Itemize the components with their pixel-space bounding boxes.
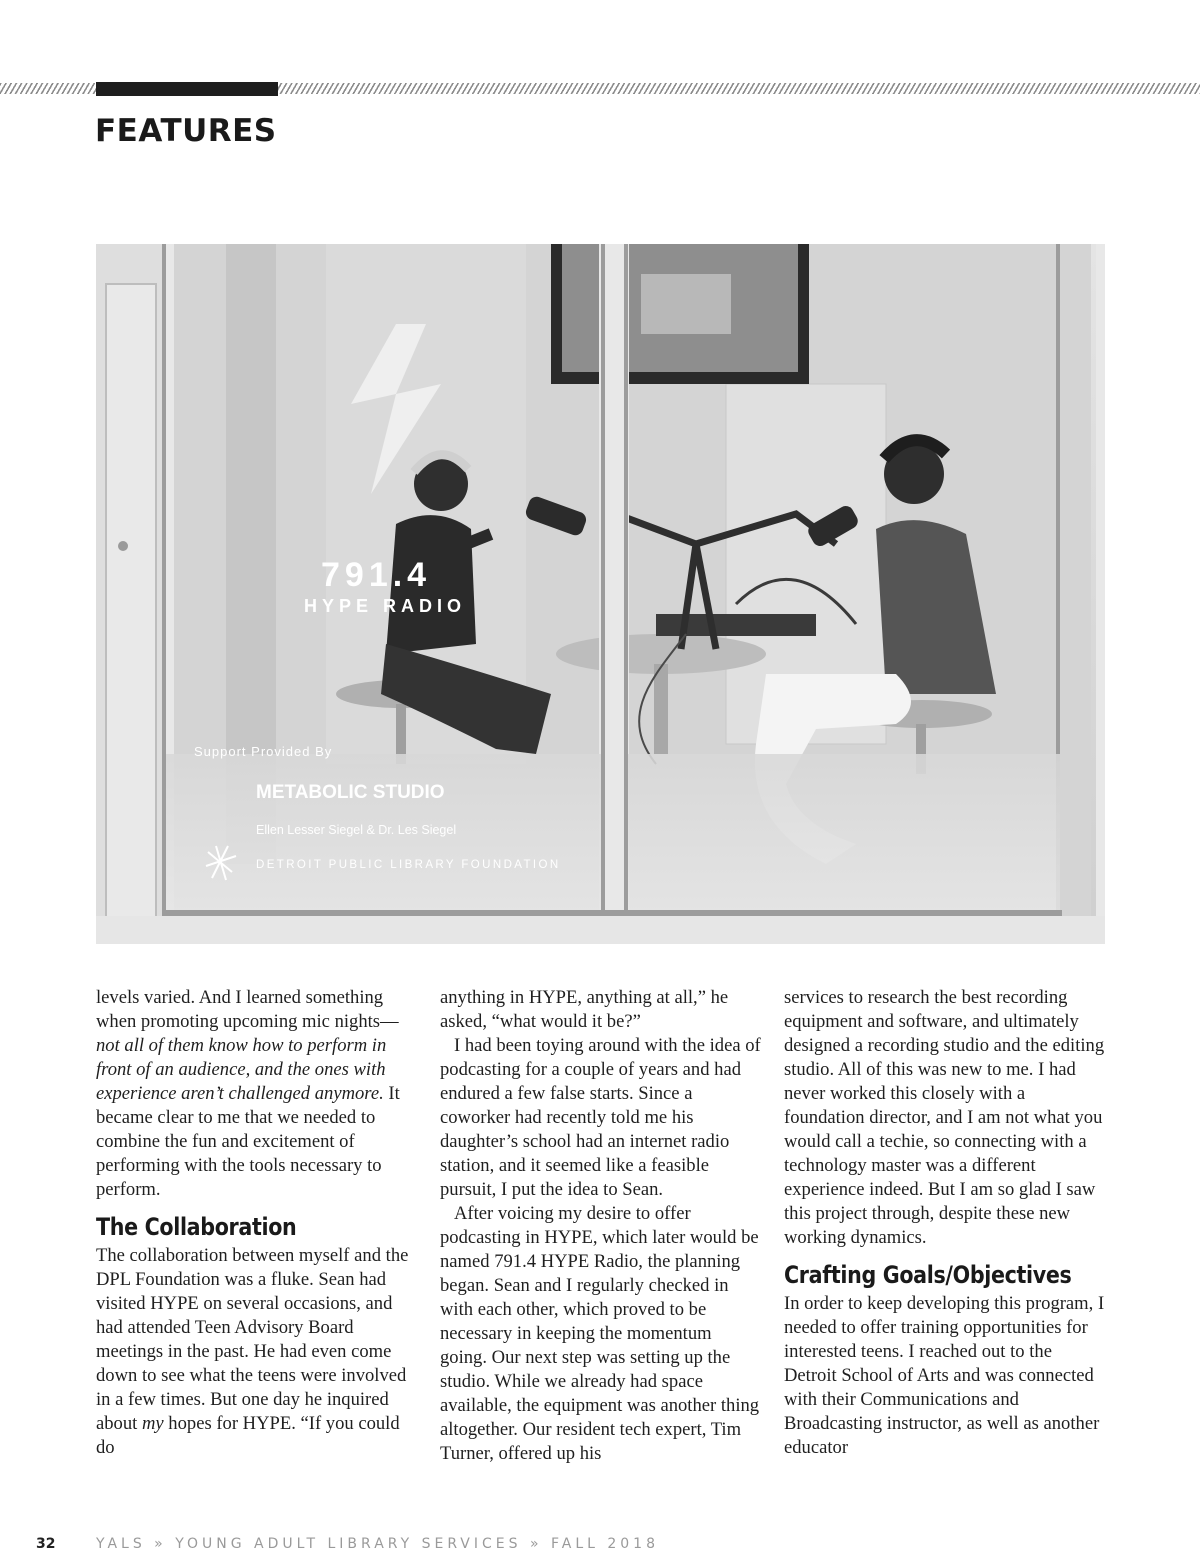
col1-p1-italic: not all of them know how to perform in front of an audience, and the ones with experience aren’t challenged anymore.: [96, 1035, 387, 1104]
col3-paragraph-1: services to research the best recording equipment and software, and ultimately designed a recording studio and the editing studio. All of this was new to me. I had never worked this closely with a foundation director, and I am not what you would call a techie, so connecting with a technology master was a different experience indeed. But I am so glad I saw this project through, despite these new working dynamics.: [784, 987, 1105, 1248]
col2-paragraph-2: I had been toying around with the idea of podcasting for a couple of years and had endured a few false starts. Since a coworker had recently told me his daughter’s school had an internet radio station, and it seemed like a feasible pursuit, I put the idea to Sean.: [440, 1035, 761, 1200]
station-name: HYPE RADIO: [304, 596, 467, 616]
page-number: 32: [36, 1536, 56, 1552]
support-label: Support Provided By: [194, 744, 333, 759]
sponsor-name: METABOLIC STUDIO: [256, 782, 445, 803]
col1-p1-end: It became clear to me that we needed to combine the fun and excitement of performing with the tools necessary to perform.: [96, 1083, 400, 1200]
section-title: FEATURES: [95, 113, 277, 149]
col3-paragraph-2: In order to keep developing this program, I needed to offer training opportunities for interested teens. I reached out to the Detroit School of Arts and was connected with their Communications and Broadcasting instructor, as well as another educator: [784, 1293, 1105, 1458]
col1-paragraph-2: [96, 1244, 418, 1460]
article-column-3: [784, 986, 1106, 1460]
running-title: YALS » YOUNG ADULT LIBRARY SERVICES » FALL 2018: [96, 1536, 659, 1552]
article-column-1: [96, 986, 418, 1460]
heading-collaboration: The Collaboration: [96, 1213, 297, 1241]
studio-photo: [96, 244, 1105, 944]
studio-photo-illustration: [96, 244, 1105, 944]
station-number: 791.4: [321, 556, 432, 594]
article-column-2: [440, 986, 762, 1466]
col1-p1-start: levels varied. And I learned something when promoting upcoming mic nights—: [96, 987, 399, 1032]
col1-p2-italic: my: [141, 1413, 164, 1434]
heading-crafting-goals: Crafting Goals/Objectives: [784, 1261, 1072, 1289]
col1-p2-end: hopes for HYPE. “If you could do: [96, 1413, 400, 1458]
col2-paragraph-3: After voicing my desire to offer podcasting in HYPE, which later would be named 791.4 HYPE Radio, the planning began. Sean and I regularly checked in with each other, which proved to be necessary in keeping the momentum going. Our next step was setting up the studio. While we already had space available, the equipment was another thing altogether. Our resident tech expert, Tim Turner, offered up his: [440, 1203, 760, 1464]
section-bar: [96, 82, 278, 96]
foundation-name: DETROIT PUBLIC LIBRARY FOUNDATION: [256, 859, 561, 871]
col2-paragraph-1: anything in HYPE, anything at all,” he asked, “what would it be?”: [440, 987, 729, 1032]
donor-names: Ellen Lesser Siegel & Dr. Les Siegel: [256, 823, 457, 837]
col1-paragraph-1: [96, 986, 418, 1202]
page-footer: [36, 1536, 836, 1556]
col1-p2-start: The collaboration between myself and the DPL Foundation was a fluke. Sean had visited HYPE on several occasions, and had attended Teen Advisory Board meetings in the past. He had even come down to see what the teens were involved in a few times. But one day he inquired about: [96, 1245, 409, 1434]
